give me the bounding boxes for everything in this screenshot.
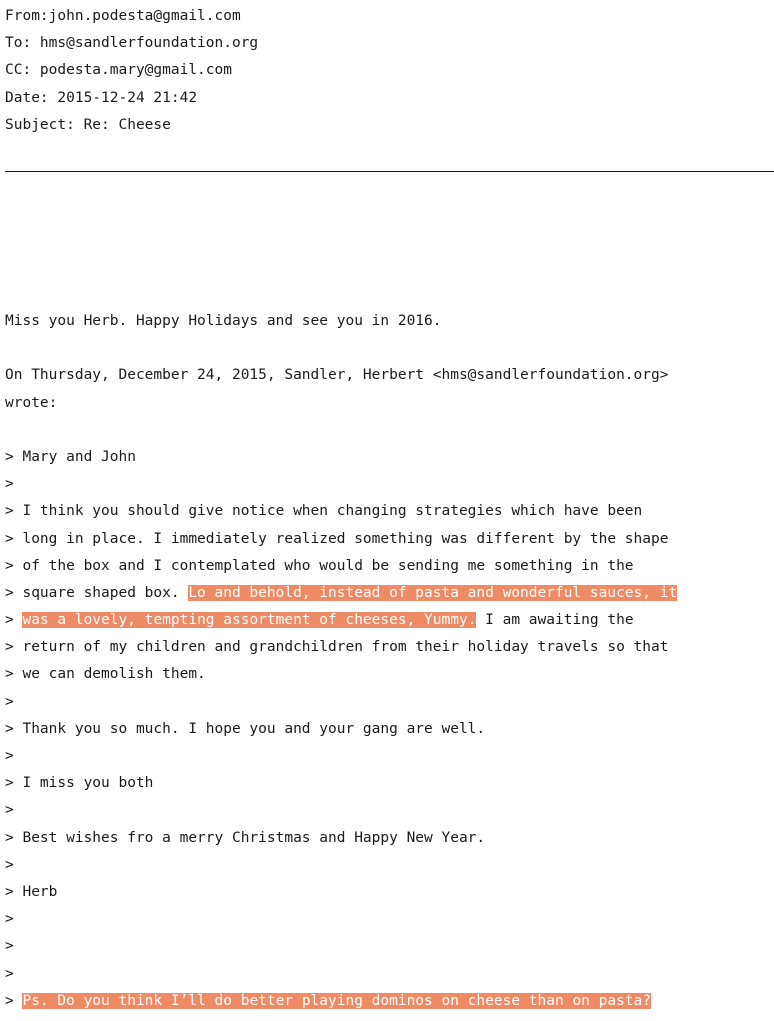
quoted-line: >	[5, 911, 14, 928]
signature-line: > Herb	[5, 883, 58, 900]
quoted-line	[5, 580, 677, 607]
quoted-line: > long in place. I immediately realized something was different by the shape	[5, 530, 669, 547]
quoted-line: >	[5, 476, 14, 493]
blank-line	[5, 335, 677, 362]
from-line: From:john.podesta@gmail.com	[5, 8, 241, 24]
highlighted-text: was a lovely, tempting assortment of cheeses, Yummy.	[22, 612, 477, 629]
quoted-line: > Thank you so much. I hope you and your gang are well.	[5, 720, 486, 737]
quoted-line: >	[5, 938, 14, 955]
quoted-line: > I miss you both	[5, 775, 154, 792]
quoted-text: >	[5, 992, 23, 1009]
quoted-line: > I think you should give notice when changing strategies which have been	[5, 503, 643, 520]
highlighted-text: Lo and behold, instead of pasta and wonderful sauces, it	[188, 584, 678, 601]
to-line: To: hms@sandlerfoundation.org	[5, 35, 259, 52]
quoted-line: >	[5, 693, 14, 710]
quoted-text: >	[5, 612, 23, 629]
quoted-line: >	[5, 802, 14, 819]
highlighted-text: Ps. Do you think I’ll do better playing dominos on cheese than on pasta?	[22, 992, 652, 1009]
date-line: Date: 2015-12-24 21:42	[5, 89, 198, 106]
quoted-line: >	[5, 965, 14, 982]
attribution-line: On Thursday, December 24, 2015, Sandler, Herbert <hms@sandlerfoundation.org>	[5, 367, 669, 384]
quoted-text: I am awaiting the	[476, 612, 634, 629]
quoted-line: > return of my children and grandchildren from their holiday travels so that	[5, 639, 669, 656]
quoted-line: > Best wishes fro a merry Christmas and Happy New Year.	[5, 829, 486, 846]
quoted-line	[5, 988, 677, 1015]
blank-line	[5, 417, 677, 444]
header-divider	[5, 171, 774, 172]
email-body	[5, 308, 677, 1015]
greeting-line: Miss you Herb. Happy Holidays and see you in 2016.	[5, 313, 442, 329]
quoted-line: > Mary and John	[5, 448, 136, 465]
quoted-line: >	[5, 856, 14, 873]
quoted-line: > we can demolish them.	[5, 666, 206, 683]
quoted-line: > of the box and I contemplated who would be sending me something in the	[5, 557, 634, 574]
email-header	[5, 3, 258, 139]
subject-line: Subject: Re: Cheese	[5, 116, 171, 133]
cc-line: CC: podesta.mary@gmail.com	[5, 62, 232, 79]
attribution-line: wrote:	[5, 394, 58, 411]
quoted-text: > square shaped box.	[5, 584, 189, 601]
quoted-line	[5, 607, 677, 634]
quoted-line: >	[5, 748, 14, 764]
